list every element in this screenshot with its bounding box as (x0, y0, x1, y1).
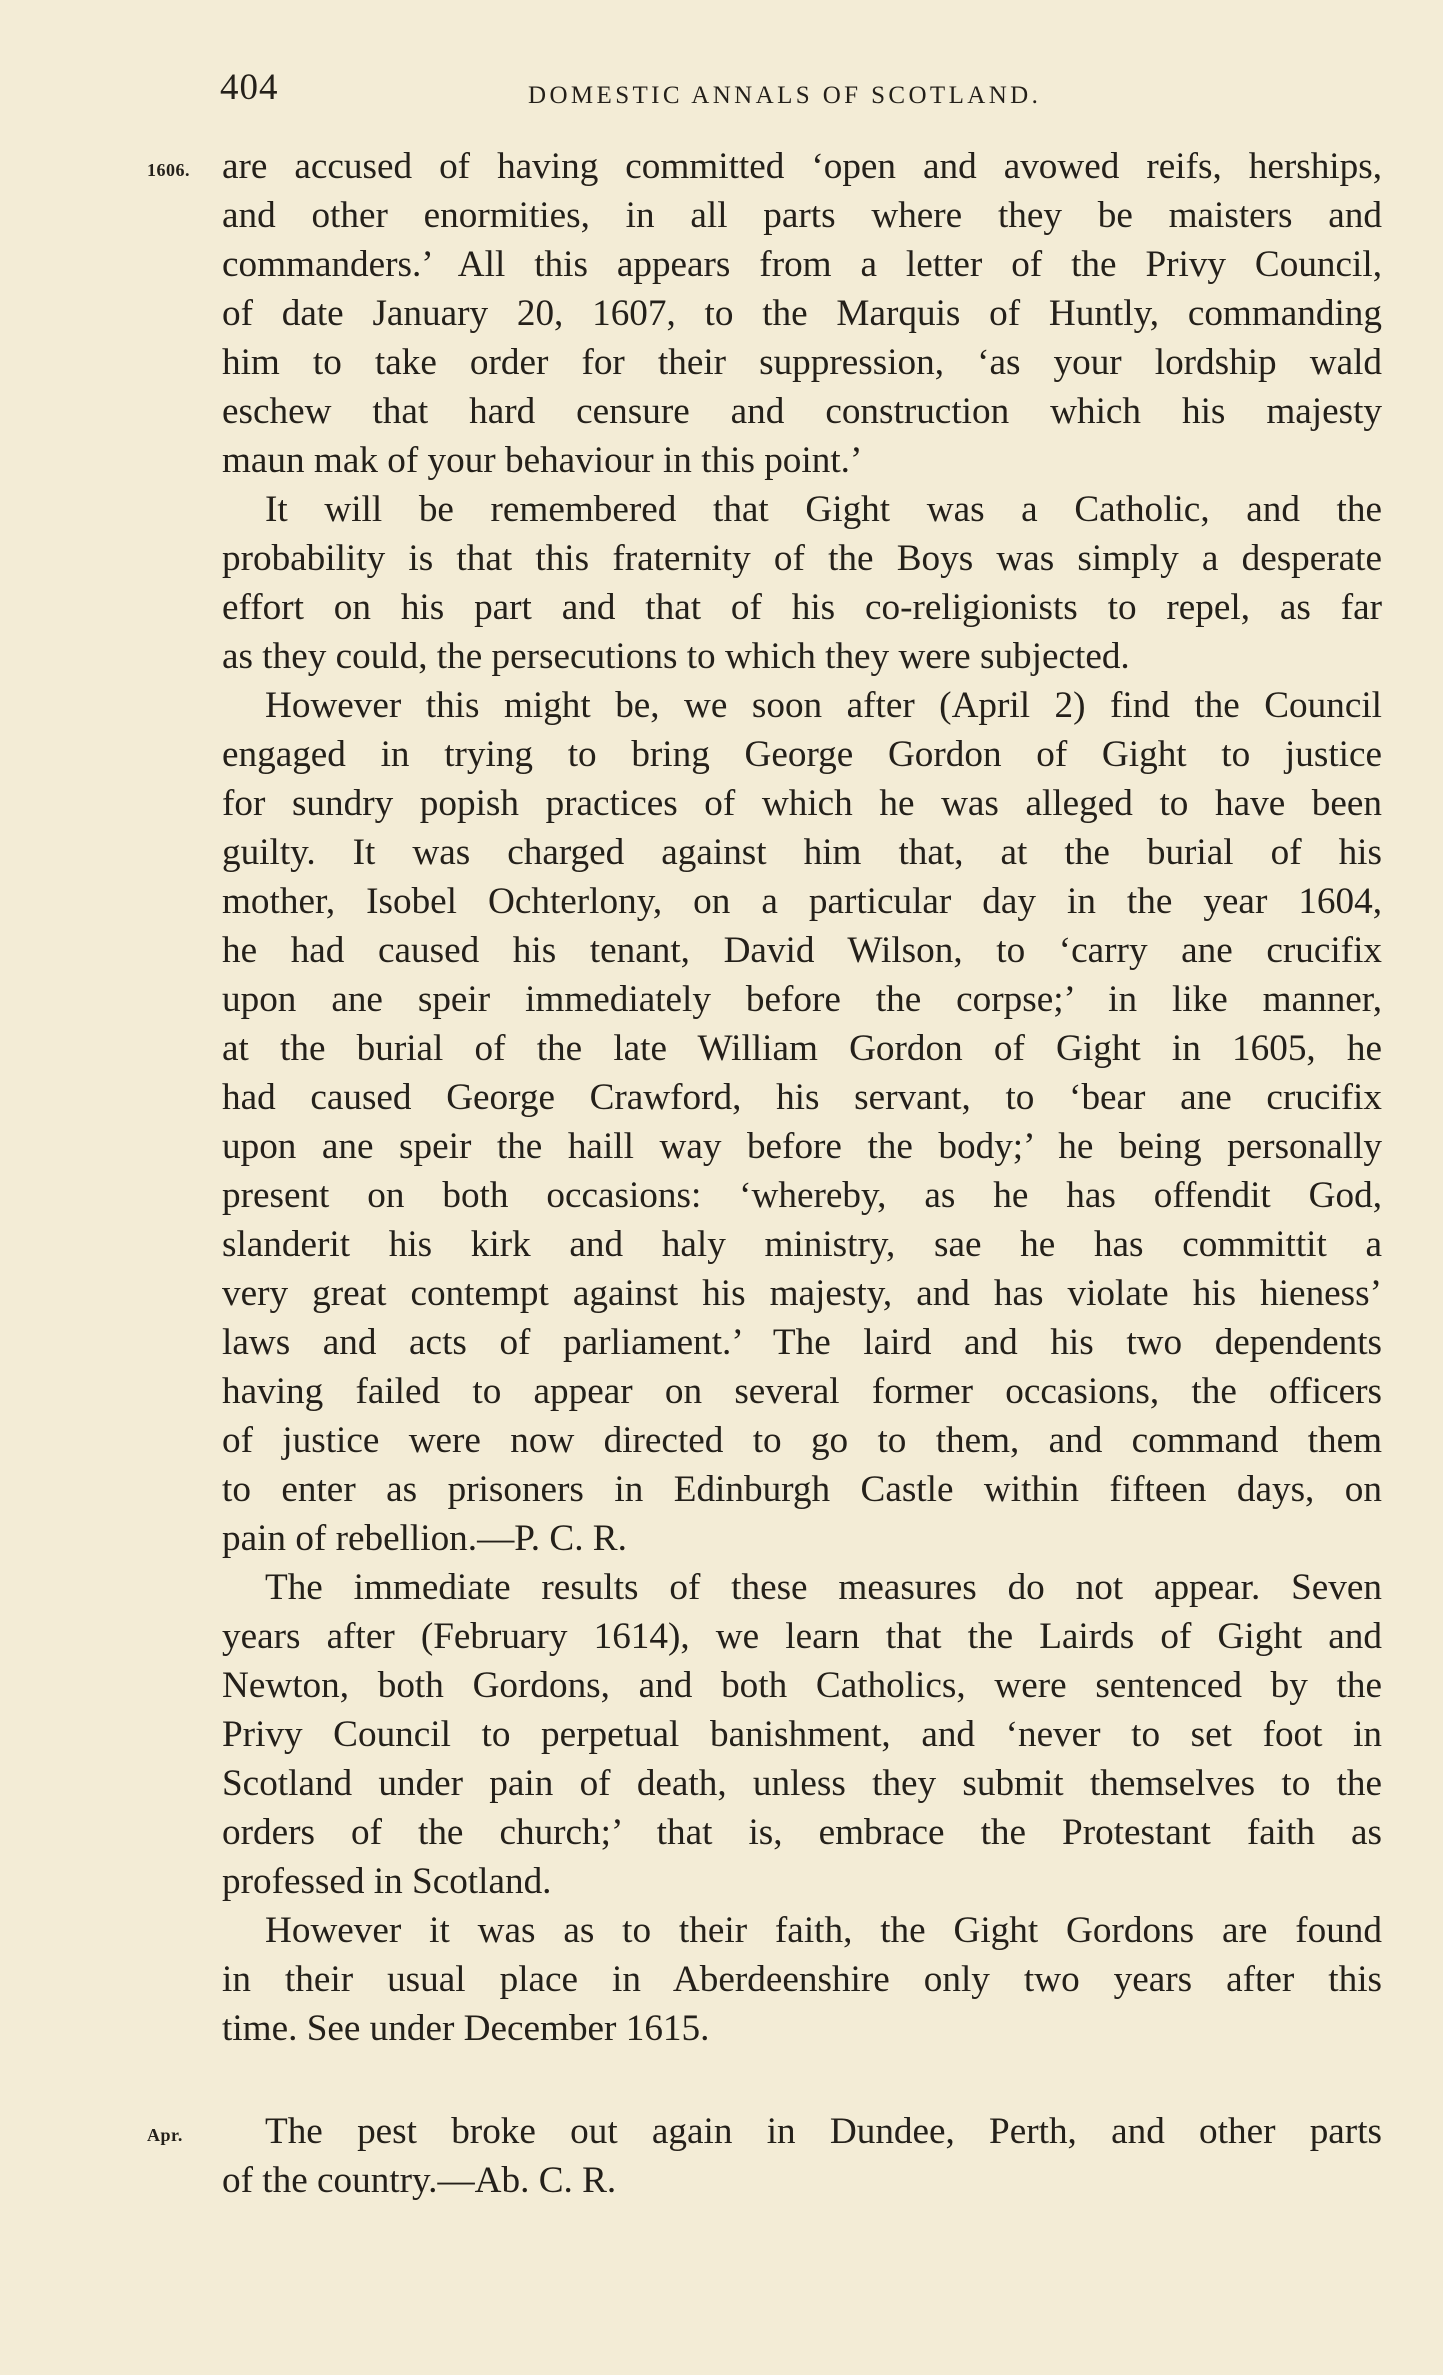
text-line: years after (February 1614), we learn that the Lairds of Gight and (222, 1616, 1382, 1657)
text-line: pain of rebellion.—P. C. R. (222, 1518, 627, 1559)
text-line: and other enormities, in all parts where they be maisters and (222, 195, 1382, 236)
text-line: Privy Council to perpetual banishment, and ‘never to set foot in (222, 1714, 1382, 1755)
text-line: as they could, the persecutions to which they were subjected. (222, 636, 1130, 677)
page-number: 404 (220, 67, 279, 108)
text-line: of date January 20, 1607, to the Marquis of Huntly, commanding (222, 293, 1382, 334)
text-line: slanderit his kirk and haly ministry, sae he has committit a (222, 1224, 1382, 1265)
text-line: present on both occasions: ‘whereby, as he has offendit God, (222, 1175, 1382, 1216)
text-line: he had caused his tenant, David Wilson, to ‘carry ane crucifix (222, 930, 1382, 971)
running-title: DOMESTIC ANNALS OF SCOTLAND. (528, 82, 1042, 109)
text-line: engaged in trying to bring George Gordon of Gight to justice (222, 734, 1382, 775)
text-line: are accused of having committed ‘open and avowed reifs, herships, (222, 146, 1382, 187)
text-line: effort on his part and that of his co-religionists to repel, as far (222, 587, 1382, 628)
text-line: commanders.’ All this appears from a letter of the Privy Council, (222, 244, 1382, 285)
text-line: him to take order for their suppression, ‘as your lordship wald (222, 342, 1382, 383)
text-line: mother, Isobel Ochterlony, on a particular day in the year 1604, (222, 881, 1382, 922)
text-line: upon ane speir the haill way before the body;’ he being personally (222, 1126, 1382, 1167)
text-line: eschew that hard censure and construction which his majesty (222, 391, 1382, 432)
text-line: of justice were now directed to go to them, and command them (222, 1420, 1382, 1461)
text-line: The pest broke out again in Dundee, Perth, and other parts (265, 2111, 1382, 2152)
text-line: to enter as prisoners in Edinburgh Castle within fifteen days, on (222, 1469, 1382, 1510)
text-line: orders of the church;’ that is, embrace the Protestant faith as (222, 1812, 1382, 1853)
margin-year: 1606. (147, 160, 190, 180)
text-line: for sundry popish practices of which he was alleged to have been (222, 783, 1382, 824)
text-line: It will be remembered that Gight was a Catholic, and the (265, 489, 1382, 530)
text-line: guilty. It was charged against him that, at the burial of his (222, 832, 1382, 873)
text-line: probability is that this fraternity of the Boys was simply a desperate (222, 538, 1382, 579)
text-line: in their usual place in Aberdeenshire only two years after this (222, 1959, 1382, 2000)
text-line: at the burial of the late William Gordon of Gight in 1605, he (222, 1028, 1382, 1069)
text-line: having failed to appear on several former occasions, the officers (222, 1371, 1382, 1412)
text-line: Scotland under pain of death, unless they submit themselves to the (222, 1763, 1382, 1804)
text-line: laws and acts of parliament.’ The laird and his two dependents (222, 1322, 1382, 1363)
text-line: However this might be, we soon after (April 2) find the Council (265, 685, 1382, 726)
text-line: very great contempt against his majesty, and has violate his hieness’ (222, 1273, 1382, 1314)
margin-month: Apr. (147, 2125, 183, 2145)
text-line: upon ane speir immediately before the corpse;’ in like manner, (222, 979, 1382, 1020)
text-line: maun mak of your behaviour in this point.’ (222, 440, 863, 481)
page-header (220, 66, 1390, 126)
text-line: The immediate results of these measures do not appear. Seven (265, 1567, 1382, 1608)
text-line: professed in Scotland. (222, 1861, 552, 1902)
text-line: However it was as to their faith, the Gight Gordons are found (265, 1910, 1382, 1951)
text-line: Newton, both Gordons, and both Catholics, were sentenced by the (222, 1665, 1382, 1706)
text-line: of the country.—Ab. C. R. (222, 2160, 617, 2201)
text-line: time. See under December 1615. (222, 2008, 710, 2049)
text-line: had caused George Crawford, his servant, to ‘bear ane crucifix (222, 1077, 1382, 1118)
